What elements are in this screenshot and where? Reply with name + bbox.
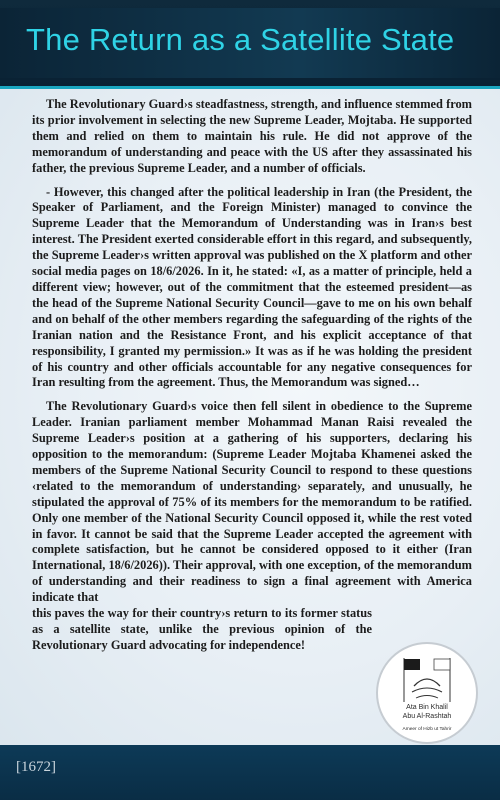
paragraph-3-end: this paves the way for their country›s return to its former status as a satellite state, unlike the previous opinion of the Revolutionary Guard advocating for independence! bbox=[32, 606, 372, 652]
paragraph-1: The Revolutionary Guard›s steadfastness, strength, and influence stemmed from its prior involvement in selecting the new Supreme Leader, Mojtaba. He supported them and relied on them to maintain his rule. He did not approve of the memorandum of understanding and peace with the US after they assassinated his father, the previous Supreme Leader, and a number of officials. bbox=[32, 97, 472, 175]
seal-subtitle: Ameer of Hizb ut Tahrir bbox=[402, 727, 452, 732]
author-seal bbox=[376, 642, 478, 744]
paragraph-3 bbox=[32, 399, 472, 654]
page-title: The Return as a Satellite State bbox=[26, 22, 455, 57]
seal-name-line2: Abu Al-Rashtah bbox=[402, 713, 452, 720]
page-number: [1672] bbox=[16, 759, 56, 775]
header-bar bbox=[0, 0, 500, 89]
footer-bar bbox=[0, 745, 500, 800]
article-body bbox=[32, 97, 472, 654]
paragraph-2: - However, this changed after the political leadership in Iran (the President, the Speaker of Parliament, and the Foreign Minister) managed to convince the Supreme Leader that the Memorandum of Understanding was in Iran›s best interest. The President exerted considerable effort in this regard, and subsequently, the Supreme Leader›s written approval was published on the X platform and other social media pages on 18/6/2026. In it, he stated: «I, as a matter of principle, held a different view; however, out of the commitment that the esteemed president—as the head of the Supreme National Security Council—gave to me on his own behalf and on behalf of the other members regarding the safeguarding of the rights of the Iranian nation and the Resistance Front, and his explicit acceptance of that responsibility, I granted my permission.» It was as if he was holding the president of his country and other officials accountable for any negative consequences for Iran resulting from the agreement. Thus, the Memorandum was signed… bbox=[32, 184, 472, 390]
paragraph-3-text: The Revolutionary Guard›s voice then fell silent in obedience to the Supreme Leader. Iranian parliament member Mohammad Manan Raisi revealed the Supreme Leader›s position at a gathering of his supporters, declaring his opposition to the memorandum: (Supreme Leader Mojtaba Khamenei asked the members of the Supreme National Security Council to respond to these questions ‹related to the memorandum of understanding› separately, and unusually, he stipulated the approval of 75% of its members for the memorandum to be ratified. Only one member of the National Security Council opposed it, while the rest voted in favor. It cannot be said that the Supreme Leader accepted the agreement with complete satisfaction, but he cannot be considered opposed to it either (Iran International, 18/6/2026)). Their approval, with one exception, of the memorandum of understanding and their readiness to sign a final agreement with America indicate that bbox=[32, 399, 472, 605]
seal-name-line1: Ata Bin Khalil bbox=[406, 704, 448, 711]
